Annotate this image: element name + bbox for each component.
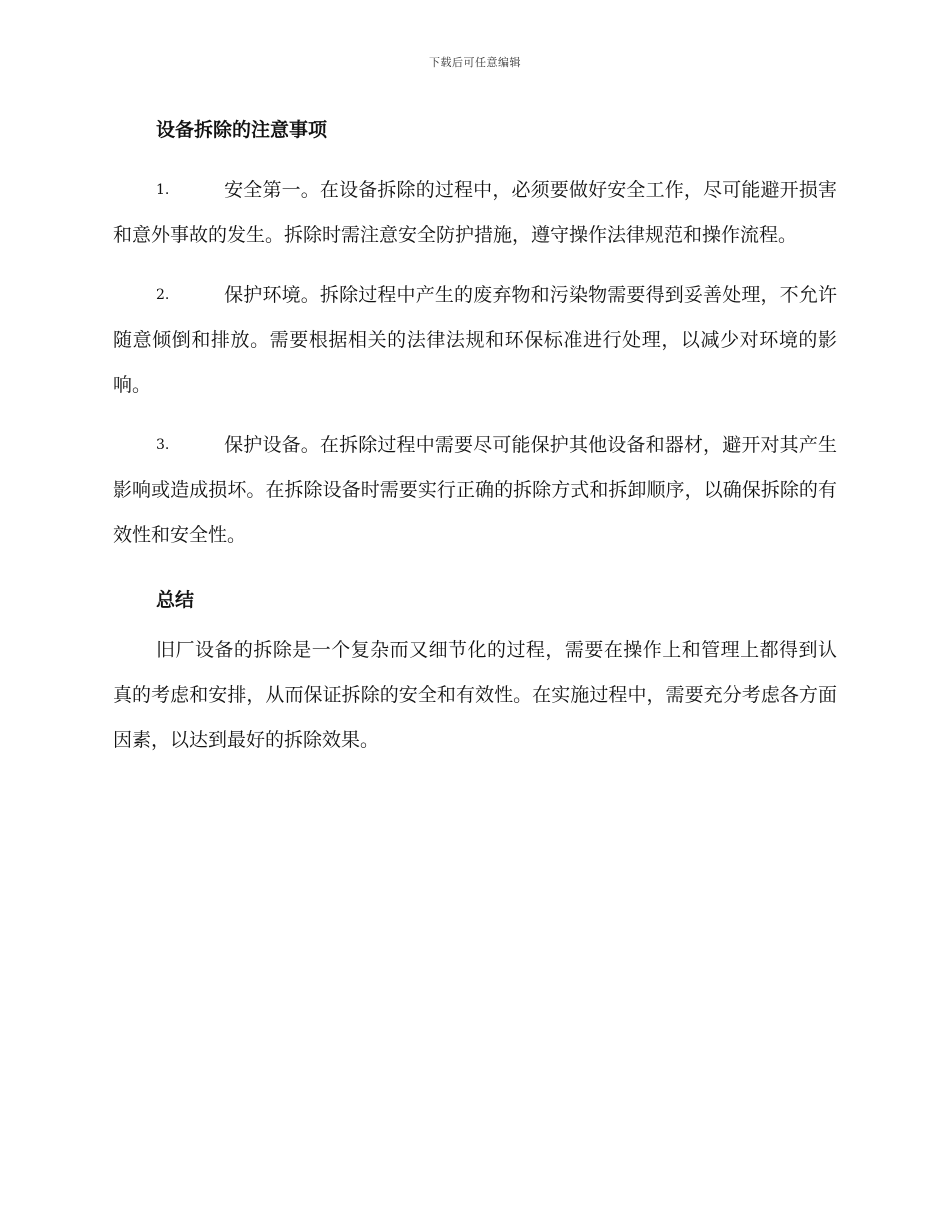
list-item-text: 安全第一。在设备拆除的过程中，必须要做好安全工作，尽可能避开损害和意外事故的发生。拆除时需注意安全防护措施，遵守操作法律规范和操作流程。 xyxy=(113,179,837,246)
list-item-text: 保护环境。拆除过程中产生的废弃物和污染物需要得到妥善处理，不允许随意倾倒和排放。需要根据相关的法律法规和环保标准进行处理，以减少对环境的影响。 xyxy=(113,284,837,396)
header-note: 下载后可任意编辑 xyxy=(429,56,521,69)
list-item-number: 3. xyxy=(156,437,170,453)
list-item-number: 2. xyxy=(156,287,170,303)
list-item-number: 1. xyxy=(156,182,170,198)
section-heading-precautions: 设备拆除的注意事项 xyxy=(156,119,328,141)
list-item xyxy=(113,168,837,258)
summary-paragraph: 旧厂设备的拆除是一个复杂而又细节化的过程，需要在操作上和管理上都得到认真的考虑和安排，从而保证拆除的安全和有效性。在实施过程中，需要充分考虑各方面因素，以达到最好的拆除效果。 xyxy=(113,639,837,751)
section-heading-summary: 总结 xyxy=(156,589,195,611)
list-item xyxy=(113,423,837,558)
precautions-list xyxy=(113,168,837,558)
list-item-text: 保护设备。在拆除过程中需要尽可能保护其他设备和器材，避开对其产生影响或造成损坏。在拆除设备时需要实行正确的拆除方式和拆卸顺序，以确保拆除的有效性和安全性。 xyxy=(113,434,837,546)
list-item xyxy=(113,273,837,408)
document-body xyxy=(113,112,837,763)
